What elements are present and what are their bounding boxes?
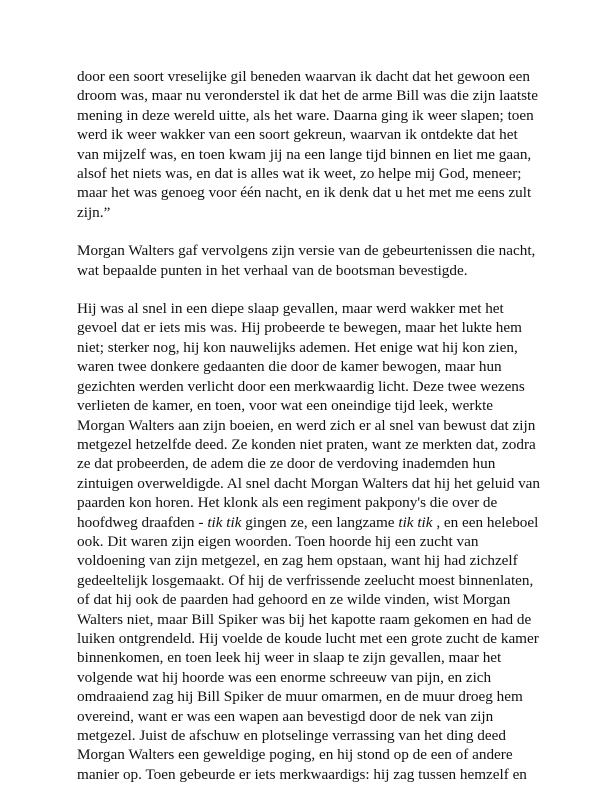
text-line: of dat hij ook de paarden had gehoord en ze wilde vinden, wist Morgan — [77, 591, 511, 609]
text-line: Morgan Walters aan zijn boeien, en werd zich er al snel van bewust dat zijn — [77, 416, 536, 434]
text-line: binnenkomen, en toen leek hij weer in slaap te zijn gevallen, maar het — [77, 649, 502, 667]
text-line: maar het was genoeg voor één nacht, en ik denk dat u het met me eens zult — [77, 184, 532, 202]
text-line: Morgan Walters een geweldige poging, en hij stond op de een of andere — [77, 746, 513, 764]
text-line: mening in deze wereld uitte, als het ware. Daarna ging ik weer slapen; toen — [77, 106, 534, 124]
text-line: zintuigen overweldigde. Al snel dacht Morgan Walters dat hij het geluid van — [77, 474, 541, 492]
text-line-with-italics — [77, 513, 537, 532]
text-line: alsof het niets was, en dat is alles wat ik weet, zo helpe mij God, meneer; — [77, 165, 522, 183]
text-line: droom was, maar nu veronderstel ik dat het de arme Bill was die zijn laatste — [77, 87, 538, 105]
text-line: Morgan Walters gaf vervolgens zijn versie van de gebeurtenissen die nacht, — [77, 242, 536, 260]
text-line: werd ik weer wakker van een soort gekreun, waarvan ik ontdekte dat het — [77, 126, 518, 144]
text-line: Hij was al snel in een diepe slaap gevallen, maar werd wakker met het — [77, 300, 504, 318]
text-line: waren twee donkere gedaanten die door de kamer bewogen, maar hun — [77, 358, 502, 376]
text-line: voldoening van zijn metgezel, en zag hem opstaan, want hij had zichzelf — [77, 552, 518, 570]
text-line: luiken ontgrendeld. Hij voelde de koude lucht met een grote zucht de kamer — [77, 629, 539, 647]
paragraph-3 — [77, 299, 541, 784]
text-line: manier op. Toen gebeurde er iets merkwaardigs: hij zag tussen hemzelf en — [77, 765, 527, 783]
italic-run: tik tik — [398, 513, 433, 531]
text-line: volgende wat hij hoorde was een enorme schreeuw van pijn, en zich — [77, 668, 492, 686]
text-line: gevoel dat er iets mis was. Hij probeerde te bewegen, maar het lukte hem — [77, 319, 522, 337]
text-line: niet; sterker nog, hij kon nauwelijks ademen. Het enige wat hij kon zien, — [77, 338, 518, 356]
text-run: , en een heleboel — [432, 513, 539, 531]
text-line: gezichten werden verlicht door een merkwaardig licht. Deze twee wezens — [77, 377, 525, 395]
text-line: wat bepaalde punten in het verhaal van de bootsman bevestigde. — [77, 261, 468, 279]
paragraph-1 — [77, 67, 537, 222]
text-line: door een soort vreselijke gil beneden waarvan ik dacht dat het gewoon een — [77, 68, 530, 85]
text-line: overeind, want er was een wapen aan bevestigd door de nek van zijn — [77, 707, 494, 725]
text-line: ze dat probeerden, de adem die ze door de verdoving inademden hun — [77, 455, 496, 473]
text-line: paarden kon horen. Het klonk als een regiment pakpony's die over de — [77, 494, 498, 512]
text-line: ook. Dit waren zijn eigen woorden. Toen hoorde hij een zucht van — [77, 532, 479, 550]
paragraph-2 — [77, 241, 537, 280]
text-line: gedeeltelijk losgemaakt. Of hij de verfrissende zeelucht moest binnenlaten, — [77, 571, 534, 589]
text-line: omdraaiend zag hij Bill Spiker de muur omarmen, en de muur droeg hem — [77, 688, 523, 706]
text-line: verlieten de kamer, en toen, voor wat een oneindige tijd leek, werkte — [77, 397, 494, 415]
text-line: metgezel. Juist de afschuw en plotselinge verrassing van het ding deed — [77, 727, 506, 744]
body-text — [77, 67, 541, 803]
italic-run: tik tik — [207, 513, 242, 531]
text-run: hoofdweg draafden - — [77, 513, 208, 531]
text-line: Walters niet, maar Bill Spiker was bij het kapotte raam gekomen en had de — [77, 610, 532, 628]
text-run: gingen ze, een langzame — [241, 513, 399, 531]
text-line: zijn.” — [77, 203, 111, 221]
text-line: van mijzelf was, en toen kwam jij na een lange tijd binnen en liet me gaan, — [77, 145, 532, 163]
text-line: metgezel hetzelfde deed. Ze konden niet praten, want ze merkten dat, zodra — [77, 435, 536, 453]
